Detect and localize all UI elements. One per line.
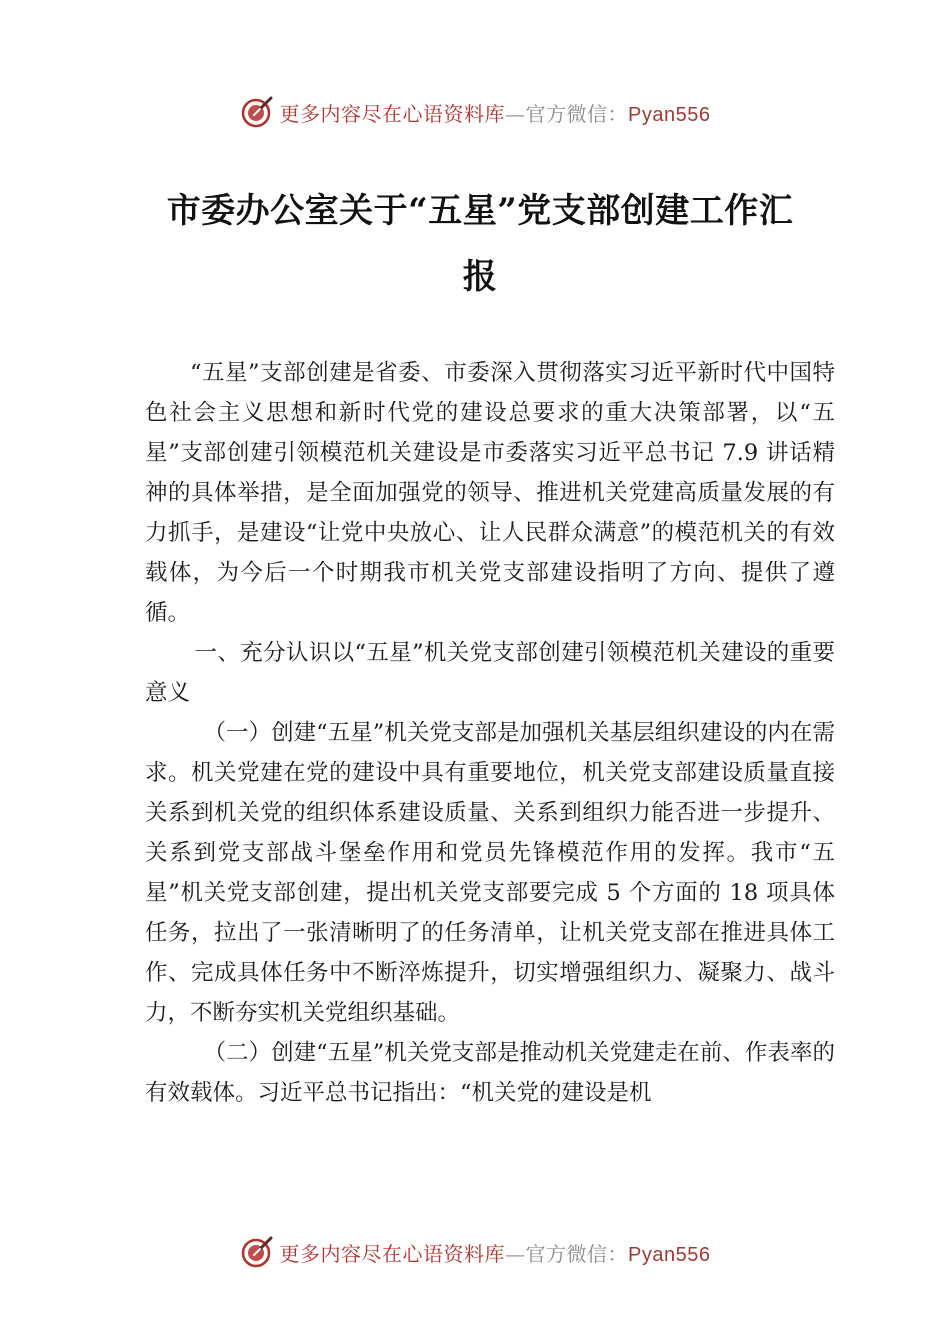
watermark-brand: 更多内容尽在心语资料库 <box>279 1241 506 1266</box>
document-body <box>145 353 835 1113</box>
watermark-dash: — <box>505 101 526 126</box>
watermark-wechat-label: 官方微信： <box>525 1241 629 1266</box>
document-title <box>150 178 810 310</box>
title-line-2: 报 <box>462 257 498 297</box>
paragraph-intro: “五星”支部创建是省委、市委深入贯彻落实习近平新时代中国特色社会主义思想和新时代党的建设总要求的重大决策部署，以“五星”支部创建引领模范机关建设是市委落实习近平总书记 7.9 讲话精神的具体举措，是全面加强党的领导、推进机关党建高质量发展的有力抓手，是建设“让党中央放心、让人民群众满意”的模范机关的有效载体，为今后一个时期我市机关党支部建设指明了方向、提供了遵循。 <box>145 360 835 626</box>
watermark-dash: — <box>505 1241 526 1266</box>
watermark-header <box>0 92 950 132</box>
title-line-1: 市委办公室关于“五星”党支部创建工作汇 <box>166 191 794 231</box>
pen-seal-icon <box>240 1235 274 1269</box>
paragraph-subsection-2: （二）创建“五星”机关党支部是推动机关党建走在前、作表率的有效载体。习近平总书记指出：“机关党的建设是机 <box>145 1040 835 1106</box>
watermark-wechat-id: Pyan556 <box>628 103 711 126</box>
paragraph-subsection-1: （一）创建“五星”机关党支部是加强机关基层组织建设的内在需求。机关党建在党的建设中具有重要地位，机关党支部建设质量直接关系到机关党的组织体系建设质量、关系到组织力能否进一步提升、关系到党支部战斗堡垒作用和党员先锋模范作用的发挥。我市“五星”机关党支部创建，提出机关党支部要完成 5 个方面的 18 项具体任务，拉出了一张清晰明了的任务清单，让机关党支部在推进具体工作、完成具体任务中不断淬炼提升，切实增强组织力、凝聚力、战斗力，不断夯实机关党组织基础。 <box>145 720 835 1026</box>
watermark-text <box>280 1238 711 1267</box>
watermark-brand: 更多内容尽在心语资料库 <box>279 101 506 126</box>
watermark-text <box>280 98 711 127</box>
watermark-wechat-id: Pyan556 <box>628 1243 711 1266</box>
watermark-footer <box>0 1232 950 1272</box>
section-heading-1: 一、充分认识以“五星”机关党支部创建引领模范机关建设的重要意义 <box>145 640 835 706</box>
watermark-wechat-label: 官方微信： <box>525 101 629 126</box>
pen-seal-icon <box>240 95 274 129</box>
